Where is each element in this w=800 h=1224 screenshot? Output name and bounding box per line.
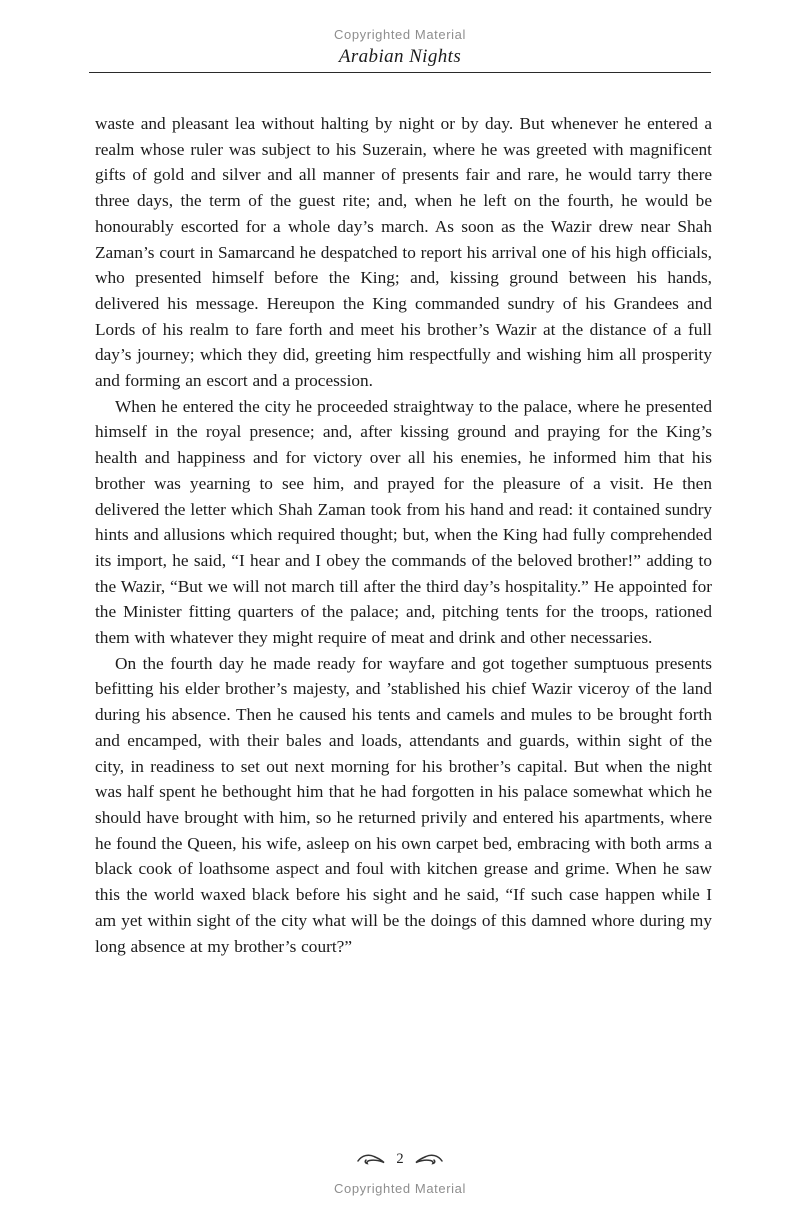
- flourish-right-icon: [415, 1153, 443, 1166]
- paragraph: On the fourth day he made ready for wayfare and got together sumptuous presents befitting his elder brother’s majesty, and ’stablished his chief Wazir viceroy of the land during his absence. Then he caused his tents and camels and mules to be brought forth and encamped, with their bales and loads, attendants and guards, within sight of the city, in readiness to set out next morning for his brother’s capital. But when the night was half spent he bethought him that he had forgotten in his palace somewhat which he should have brought with him, so he returned privily and entered his apartments, where he found the Queen, his wife, asleep on his own carpet bed, embracing with both arms a black cook of loathsome aspect and foul with kitchen grease and grime. When he saw this the world waxed black before his sight and he said, “If such case happen while I am yet within sight of the city what will be the doings of this damned whore during my long absence at my brother’s court?”: [95, 653, 712, 956]
- running-head-title: Arabian Nights: [338, 46, 462, 67]
- header-rule: [89, 72, 711, 73]
- copyright-notice-top: Copyrighted Material: [334, 27, 466, 42]
- page-footer: [0, 1150, 800, 1168]
- paragraph: When he entered the city he proceeded straightway to the palace, where he presented himself in the royal presence; and, after kissing ground and praying for the King’s health and happiness and for victory over all his enemies, he informed him that his brother was yearning to see him, and prayed for the pleasure of a visit. He then delivered the letter which Shah Zaman took from his hand and read: it contained sundry hints and allusions which required thought; but, when the King had fully comprehended its import, he said, “I hear and I obey the commands of the beloved brother!” adding to the Wazir, “But we will not march till after the third day’s hospitality.” He appointed for the Minister fitting quarters of the palace; and, pitching tents for the troops, rationed them with whatever they might require of meat and drink and other necessaries.: [95, 396, 712, 648]
- paragraph: waste and pleasant lea without halting by night or by day. But whenever he entered a realm whose ruler was subject to his Suzerain, where he was greeted with magnificent gifts of gold and silver and all manner of presents fair and rare, he would tarry there three days, the term of the guest rite; and, when he left on the fourth, he would be honourably escorted for a whole day’s march. As soon as the Wazir drew near Shah Zaman’s court in Samarcand he despatched to report his arrival one of his high officials, who presented himself before the King; and, kissing ground between his hands, delivered his message. Hereupon the King commanded sundry of his Grandees and Lords of his realm to fare forth and meet his brother’s Wazir at the distance of a full day’s journey; which they did, greeting him respectfully and wishing him all prosperity and forming an escort and a procession.: [95, 114, 712, 391]
- page-number: 2: [396, 1150, 404, 1167]
- body-text: [95, 111, 712, 959]
- copyright-notice-bottom: Copyrighted Material: [334, 1181, 466, 1196]
- flourish-left-icon: [357, 1153, 385, 1166]
